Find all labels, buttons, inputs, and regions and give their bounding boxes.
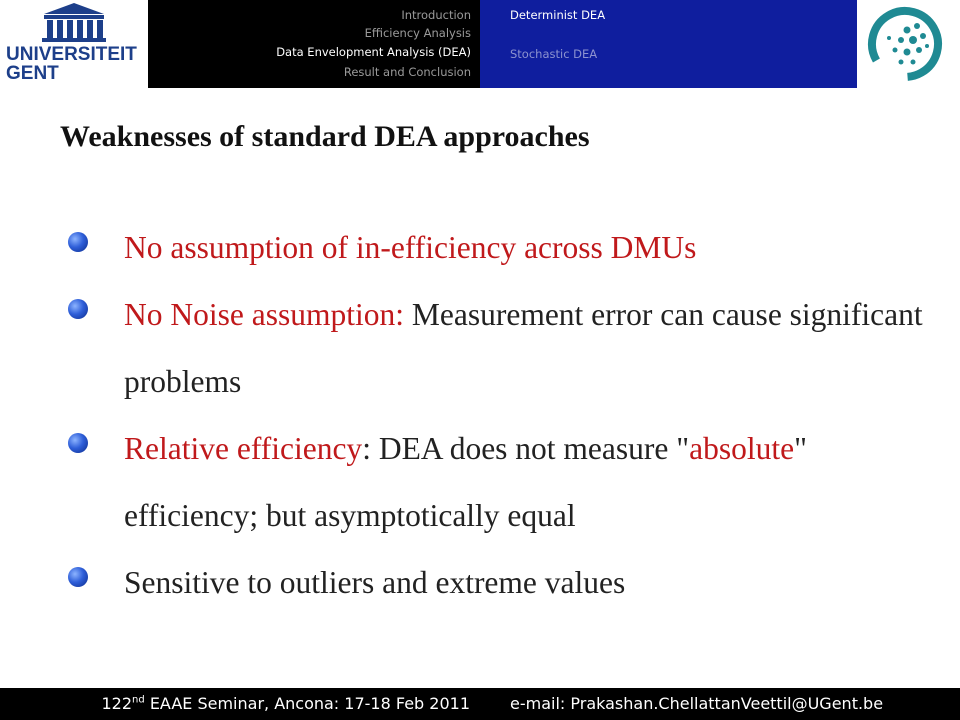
building-icon — [0, 0, 148, 48]
bullet-icon — [68, 299, 88, 319]
bullet-text: Sensitive to outliers and extreme values — [124, 565, 626, 600]
section-nav — [148, 0, 480, 88]
bullet-text-highlight: Relative efficiency — [124, 431, 363, 466]
seminar-ordinal: nd — [132, 694, 145, 706]
bullet-text: : DEA does not measure " — [362, 431, 690, 466]
footer-bar — [0, 688, 960, 720]
logo-text-gent: GENT — [6, 63, 59, 84]
logo-text-universiteit: UNIVERSITEIT — [6, 44, 137, 65]
university-logo — [0, 0, 148, 88]
bullet-icon — [68, 232, 88, 252]
footer-email: e-mail: Prakashan.ChellattanVeettil@UGent.be — [510, 694, 884, 713]
bullet-item — [68, 214, 928, 281]
bullet-text-highlight: No Noise assumption: — [124, 297, 404, 332]
header-logo-area — [857, 0, 960, 88]
bullet-text-highlight: absolute — [689, 431, 795, 466]
footer-seminar-info — [102, 694, 471, 713]
seminar-number: 122 — [101, 694, 133, 713]
nav-item-determinist-dea[interactable]: Determinist DEA — [510, 8, 606, 22]
bullet-text: Measurement error can cause significant problems — [124, 297, 923, 399]
nav-item-introduction[interactable]: Introduction — [401, 8, 471, 22]
slide-title: Weaknesses of standard DEA approaches — [60, 120, 590, 153]
bullet-item — [68, 549, 928, 616]
bullet-item — [68, 281, 928, 415]
dot-cluster-logo-icon — [857, 0, 960, 88]
bullet-text: " efficiency; but asymptotically equal — [124, 431, 807, 533]
nav-item-efficiency-analysis[interactable]: Efficiency Analysis — [364, 26, 471, 40]
bullet-text-highlight: No assumption of in-efficiency across DMUs — [124, 230, 697, 265]
bullet-icon — [68, 567, 88, 587]
subsection-nav — [480, 0, 857, 88]
nav-item-stochastic-dea[interactable]: Stochastic DEA — [510, 47, 598, 61]
seminar-details: EAAE Seminar, Ancona: 17-18 Feb 2011 — [144, 694, 470, 713]
bullet-icon — [68, 433, 88, 453]
bullet-list — [68, 214, 928, 616]
bullet-item — [68, 415, 928, 549]
nav-item-dea[interactable]: Data Envelopment Analysis (DEA) — [276, 45, 471, 59]
nav-item-result-conclusion[interactable]: Result and Conclusion — [343, 65, 471, 79]
